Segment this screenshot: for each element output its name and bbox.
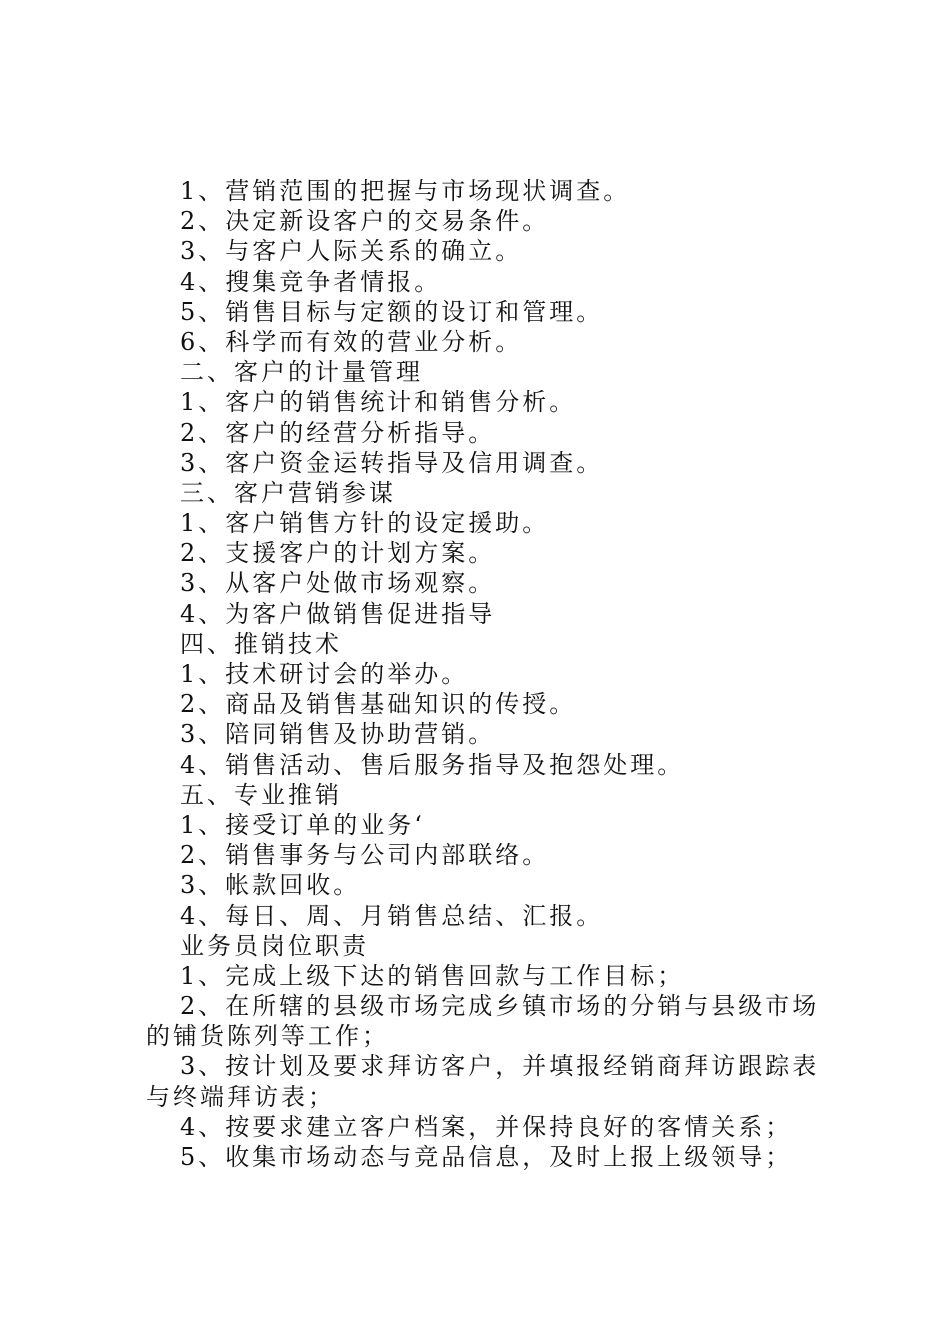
- list-item: 1、完成上级下达的销售回款与工作目标；: [180, 961, 685, 990]
- list-item: 1、接受订单的业务‘: [180, 810, 425, 839]
- list-item: 1、客户的销售统计和销售分析。: [180, 388, 577, 417]
- list-item: 4、销售活动、售后服务指导及抱怨处理。: [180, 750, 685, 779]
- list-item: 4、每日、周、月销售总结、汇报。: [180, 901, 604, 930]
- list-item: 4、搜集竞争者情报。: [180, 267, 442, 296]
- list-item: 2、客户的经营分析指导。: [180, 418, 496, 447]
- list-item: 3、与客户人际关系的确立。: [180, 237, 523, 266]
- list-item: 6、科学而有效的营业分析。: [180, 327, 523, 356]
- list-item: 4、按要求建立客户档案，并保持良好的客情关系；: [180, 1112, 793, 1141]
- list-item: 3、按计划及要求拜访客户，并填报经销商拜访跟踪表与终端拜访表；: [146, 1052, 820, 1111]
- list-item: 2、决定新设客户的交易条件。: [180, 207, 550, 236]
- section-heading: 二、客户的计量管理: [180, 358, 423, 387]
- list-item: 2、销售事务与公司内部联络。: [180, 841, 550, 870]
- list-item: 1、技术研讨会的举办。: [180, 660, 469, 688]
- list-item: 5、销售目标与定额的设订和管理。: [180, 297, 604, 326]
- list-item: 5、收集市场动态与竞品信息，及时上报上级领导；: [180, 1143, 793, 1172]
- list-item: 1、营销范围的把握与市场现状调查。: [180, 177, 631, 205]
- list-item: 1、客户销售方针的设定援助。: [180, 509, 550, 538]
- section-heading: 业务员岗位职责: [180, 931, 369, 960]
- list-item: 3、帐款回收。: [180, 871, 361, 900]
- section-heading: 五、专业推销: [180, 780, 342, 809]
- list-item: 2、支援客户的计划方案。: [180, 539, 496, 568]
- list-item: 3、客户资金运转指导及信用调查。: [180, 448, 604, 477]
- list-item: 3、从客户处做市场观察。: [180, 569, 496, 598]
- section-heading: 四、推销技术: [180, 629, 342, 658]
- list-item: 2、商品及销售基础知识的传授。: [180, 690, 577, 719]
- list-item: 3、陪同销售及协助营销。: [180, 720, 496, 749]
- list-item: 2、在所辖的县级市场完成乡镇市场的分销与县级市场的铺货陈列等工作；: [146, 992, 820, 1051]
- list-item: 4、为客户做销售促进指导: [180, 599, 496, 628]
- document-body: [146, 176, 836, 1172]
- section-heading: 三、客户营销参谋: [180, 478, 396, 507]
